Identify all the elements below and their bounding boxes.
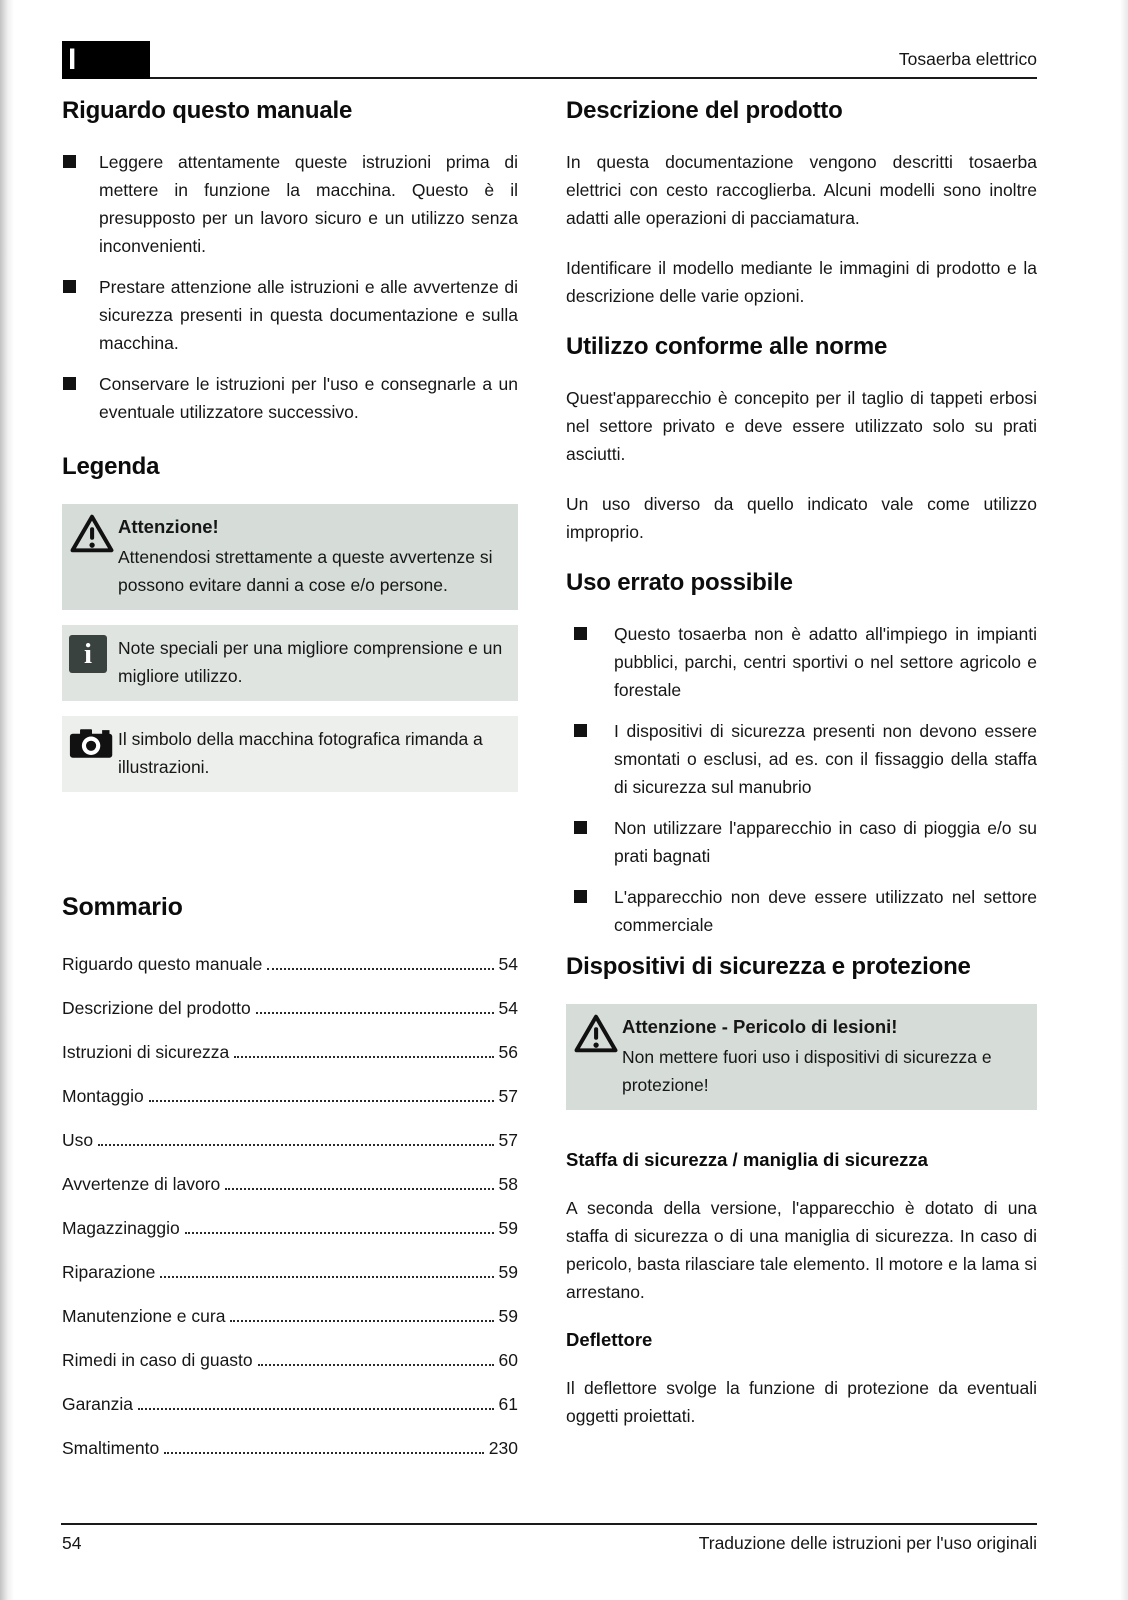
subsection-title-deflector: Deflettore <box>566 1329 653 1350</box>
toc-label: Magazzinaggio <box>62 1218 180 1238</box>
list-item <box>62 148 518 260</box>
toc-leader-dots <box>258 1364 494 1366</box>
section-title-toc: Sommario <box>62 893 183 921</box>
list-item <box>566 717 1037 801</box>
section-title-misuse: Uso errato possibile <box>566 569 793 596</box>
bullet-square-icon <box>574 724 587 737</box>
toc-page-number: 56 <box>498 1042 518 1062</box>
toc-label: Rimedi in caso di guasto <box>62 1350 253 1370</box>
warning-triangle-icon <box>573 1013 622 1054</box>
attention-title: Attenzione - Pericolo di lesioni! <box>622 1016 898 1037</box>
footer-rule <box>61 1523 1037 1525</box>
toc-entry <box>62 1038 518 1066</box>
scan-artifact-right <box>1120 0 1128 1600</box>
attention-title: Attenzione! <box>118 516 219 537</box>
toc-leader-dots <box>234 1056 493 1058</box>
paragraph: In questa documentazione vengono descritti tosaerba elettrici con cesto raccoglierba. Alcuni modelli sono inoltre adatti alle operazioni di pacciamatura. <box>566 152 1037 228</box>
bullet-text: Questo tosaerba non è adatto all'impiego in impianti pubblici, parchi, centri sportivi o nel settore agricolo e forestale <box>614 624 1037 700</box>
info-icon <box>69 634 118 673</box>
toc-entry <box>62 1170 518 1198</box>
attention-box <box>566 1004 1037 1110</box>
toc-entry <box>62 1390 518 1418</box>
toc-leader-dots <box>149 1100 494 1102</box>
toc-page-number: 59 <box>498 1262 518 1282</box>
camera-box <box>62 716 518 792</box>
bullet-square-icon <box>574 890 587 903</box>
toc-label: Manutenzione e cura <box>62 1306 226 1326</box>
attention-box-body <box>118 513 506 599</box>
toc-page-number: 230 <box>488 1438 518 1458</box>
note-text: Note speciali per una migliore comprensione e un migliore utilizzo. <box>118 638 503 686</box>
header-title: Tosaerba elettrico <box>898 49 1037 69</box>
section-title-conform: Utilizzo conforme alle norme <box>566 333 888 360</box>
bullet-text: Non utilizzare l'apparecchio in caso di pioggia e/o su prati bagnati <box>614 818 1037 866</box>
subsection-title-safety-bar: Staffa di sicurezza / maniglia di sicurezza <box>566 1149 928 1170</box>
info-icon-badge <box>69 635 107 673</box>
camera-icon <box>69 725 118 759</box>
section-title-about: Riguardo questo manuale <box>62 97 353 124</box>
bullet-square-icon <box>574 627 587 640</box>
toc-leader-dots <box>267 968 493 970</box>
list-item <box>62 273 518 357</box>
attention-box <box>62 504 518 610</box>
attention-text: Non mettere fuori uso i dispositivi di sicurezza e protezione! <box>622 1047 992 1095</box>
note-box-body <box>118 634 506 690</box>
toc-page-number: 58 <box>498 1174 518 1194</box>
toc-page-number: 59 <box>498 1306 518 1326</box>
note-box <box>62 625 518 701</box>
attention-box-body <box>622 1013 1025 1099</box>
list-item <box>566 620 1037 704</box>
paragraph: Quest'apparecchio è concepito per il taglio di tappeti erbosi nel settore privato e deve essere utilizzato solo su prati asciutti. <box>566 388 1037 464</box>
toc-label: Riparazione <box>62 1262 156 1282</box>
toc-entry <box>62 1346 518 1374</box>
section-title-product: Descrizione del prodotto <box>566 97 843 124</box>
toc-page-number: 61 <box>498 1394 518 1414</box>
toc-leader-dots <box>138 1408 494 1410</box>
toc-page-number: 59 <box>498 1218 518 1238</box>
toc-page-number: 57 <box>498 1086 518 1106</box>
toc-label: Smaltimento <box>62 1438 160 1458</box>
paragraph: Il deflettore svolge la funzione di protezione da eventuali oggetti proiettati. <box>566 1378 1037 1426</box>
page-number: 54 <box>62 1533 82 1553</box>
toc-entry <box>62 1126 518 1154</box>
list-item <box>566 814 1037 870</box>
section-title-safety: Dispositivi di sicurezza e protezione <box>566 953 971 980</box>
toc-label: Montaggio <box>62 1086 144 1106</box>
toc-entry <box>62 1302 518 1330</box>
attention-text: Attenendosi strettamente a queste avvertenze si possono evitare danni a cose e/o persone. <box>118 547 493 595</box>
language-badge <box>62 41 150 79</box>
bullet-text: I dispositivi di sicurezza presenti non devono essere smontati o esclusi, ad es. con il fissaggio della staffa di sicurezza sul manubrio <box>614 721 1037 797</box>
toc-leader-dots <box>230 1320 493 1322</box>
toc-page-number: 54 <box>498 954 518 974</box>
toc-entry <box>62 950 518 978</box>
header-rule <box>150 77 1037 79</box>
bullet-square-icon <box>63 280 76 293</box>
toc-entry <box>62 1082 518 1110</box>
bullet-text: Leggere attentamente queste istruzioni prima di mettere in funzione la macchina. Questo è il presupposto per un lavoro sicuro e un utilizzo senza inconvenienti. <box>99 152 518 256</box>
bullet-text: Prestare attenzione alle istruzioni e alle avvertenze di sicurezza presenti in questa documentazione e sulla macchina. <box>99 277 518 353</box>
toc-page-number: 60 <box>498 1350 518 1370</box>
section-title-legend: Legenda <box>62 453 160 480</box>
camera-text: Il simbolo della macchina fotografica rimanda a illustrazioni. <box>118 729 483 777</box>
toc-leader-dots <box>160 1276 493 1278</box>
language-badge-label: I <box>68 43 77 76</box>
bullet-square-icon <box>63 155 76 168</box>
toc-leader-dots <box>256 1012 494 1014</box>
paragraph: A seconda della versione, l'apparecchio è dotato di una staffa di sicurezza o di una maniglia di sicurezza. In caso di pericolo, basta rilasciare tale elemento. Il motore e la lama si arrestano. <box>566 1198 1037 1302</box>
camera-box-body <box>118 725 506 781</box>
paragraph: Un uso diverso da quello indicato vale come utilizzo improprio. <box>566 494 1037 542</box>
bullet-square-icon <box>63 377 76 390</box>
toc-label: Istruzioni di sicurezza <box>62 1042 230 1062</box>
bullet-text: L'apparecchio non deve essere utilizzato nel settore commerciale <box>614 887 1037 935</box>
toc-entry <box>62 994 518 1022</box>
toc-entry <box>62 1258 518 1286</box>
toc-page-number: 54 <box>498 998 518 1018</box>
about-bullet-list <box>62 148 518 426</box>
warning-triangle-icon <box>69 513 118 554</box>
list-item <box>62 370 518 426</box>
info-icon-glyph: i <box>83 637 93 670</box>
toc-label: Avvertenze di lavoro <box>62 1174 221 1194</box>
scan-artifact-left <box>0 0 14 1600</box>
table-of-contents <box>62 950 518 1462</box>
toc-entry <box>62 1434 518 1462</box>
right-column <box>566 96 1037 1478</box>
toc-page-number: 57 <box>498 1130 518 1150</box>
content-columns <box>62 96 1037 1478</box>
toc-label: Uso <box>62 1130 94 1150</box>
toc-leader-dots <box>225 1188 493 1190</box>
bullet-square-icon <box>574 821 587 834</box>
toc-label: Riguardo questo manuale <box>62 954 263 974</box>
toc-leader-dots <box>98 1144 493 1146</box>
paragraph: Identificare il modello mediante le immagini di prodotto e la descrizione delle varie opzioni. <box>566 258 1037 306</box>
toc-leader-dots <box>185 1232 494 1234</box>
misuse-bullet-list <box>566 620 1037 939</box>
footer-note: Traduzione delle istruzioni per l'uso originali <box>698 1533 1037 1553</box>
toc-label: Garanzia <box>62 1394 134 1414</box>
toc-leader-dots <box>164 1452 484 1454</box>
bullet-text: Conservare le istruzioni per l'uso e consegnarle a un eventuale utilizzatore successivo. <box>99 374 518 422</box>
list-item <box>566 883 1037 939</box>
toc-label: Descrizione del prodotto <box>62 998 251 1018</box>
left-column <box>62 96 518 1478</box>
toc-entry <box>62 1214 518 1242</box>
